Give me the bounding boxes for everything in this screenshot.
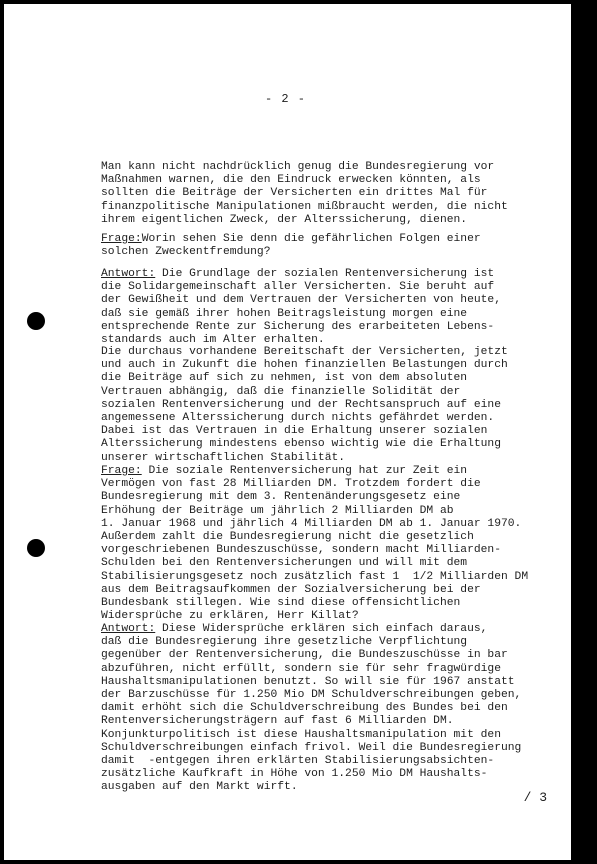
answer-paragraph	[101, 268, 521, 347]
paragraph-text: Man kann nicht nachdrücklich genug die Bundesregierung vor Maßnahmen warnen, die den Eindruck erwecken könnten, als sollten die Beiträge der Versicherten ein drittes Mal für finanzpolitische Manipulationen mißbraucht werden, die nicht ihrem eigentlichen Zweck, der Alterssicherung, dienen.	[101, 161, 508, 226]
next-page-mark: / 3	[523, 790, 547, 805]
answer-label: Antwort:	[101, 268, 156, 280]
question-label: Frage:	[101, 233, 142, 245]
question-paragraph	[101, 465, 529, 623]
paragraph-text: Die soziale Rentenversicherung hat zur Zeit ein Vermögen von fast 28 Milliarden DM. Trotzdem fordert die Bundesregierung mit dem 3. Rentenänderungsgesetz eine Erhöhung der Beiträge um jährlich 2 Milliarden DM ab 1. Januar 1968 und jährlich 4 Milliarden DM ab 1. Januar 1970. Außerdem zahlt die Bundesregierung nicht die gesetzlich vorgeschriebenen Bundeszuschüsse, sondern macht Milliarden- Schulden bei den Rentenversicherungen und will mit dem Stabilisierungsgesetz noch zusätzlich fast 1 1/2 Milliarden DM aus dem Beitragsaufkommen der Sozialversicherung bei der Bundesbank stillegen. Wie sind diese offensichtlichen Widersprüche zu erklären, Herr Killat?	[101, 465, 529, 623]
answer-label: Antwort:	[101, 623, 156, 635]
question-paragraph	[101, 233, 521, 259]
paragraph-text: Diese Widersprüche erklären sich einfach daraus, daß die Bundesregierung ihre gesetzliche Verpflichtung gegenüber der Rentenversicherung, die Bundeszuschüsse in bar abzuführen, nicht erfüllt, sondern sie für sehr fragwürdige Haushaltsmanipulationen benutzt. So will sie für 1967 anstatt der Barzuschüsse für 1.250 Mio DM Schuldverschreibungen geben, damit erhöht sich die Schuldverschreibung des Bundes bei den Rentenversicherungsträgern auf fast 6 Milliarden DM. Konjunkturpolitisch ist diese Haushaltsmanipulation mit den Schuldverschreibungen einfach frivol. Weil die Bundesregierung damit -entgegen ihren erklärten Stabilisierungsabsichten- zusätzliche Kaufkraft in Höhe von 1.250 Mio DM Haushalts- ausgaben auf den Markt wirft.	[101, 623, 522, 794]
answer-paragraph	[101, 623, 521, 795]
punch-hole	[27, 312, 45, 330]
paragraph-text: Die durchaus vorhandene Bereitschaft der Versicherten, jetzt und auch in Zukunft die hohen finanziellen Belastungen durch die Beiträge auf sich zu nehmen, ist von dem absoluten Vertrauen abhängig, daß die finanzielle Solidität der sozialen Rentenversicherung und der Rechtsanspruch auf eine angemessene Alterssicherung durch nichts gefährdet werden. Dabei ist das Vertrauen in die Erhaltung unserer sozialen Alterssicherung mindestens ebenso wichtig wie die Erhaltung unserer wirtschaftlichen Stabilität.	[101, 346, 508, 464]
paragraph-text: Die Grundlage der sozialen Rentenversicherung ist die Solidargemeinschaft aller Versicherten. Sie beruht auf der Gewißheit und dem Vertrauen der Versicherten von heute, daß sie gemäß ihrer hohen Beitragsleistung morgen eine entsprechende Rente zur Sicherung des erarbeiteten Lebens- standards auch im Alter erhalten.	[101, 268, 501, 347]
paragraph	[101, 161, 521, 227]
question-label: Frage:	[101, 465, 142, 477]
punch-hole	[27, 539, 45, 557]
page-number: - 2 -	[264, 92, 306, 106]
paragraph-text: Worin sehen Sie denn die gefährlichen Folgen einer solchen Zweckentfremdung?	[101, 233, 481, 259]
paragraph	[101, 346, 521, 465]
